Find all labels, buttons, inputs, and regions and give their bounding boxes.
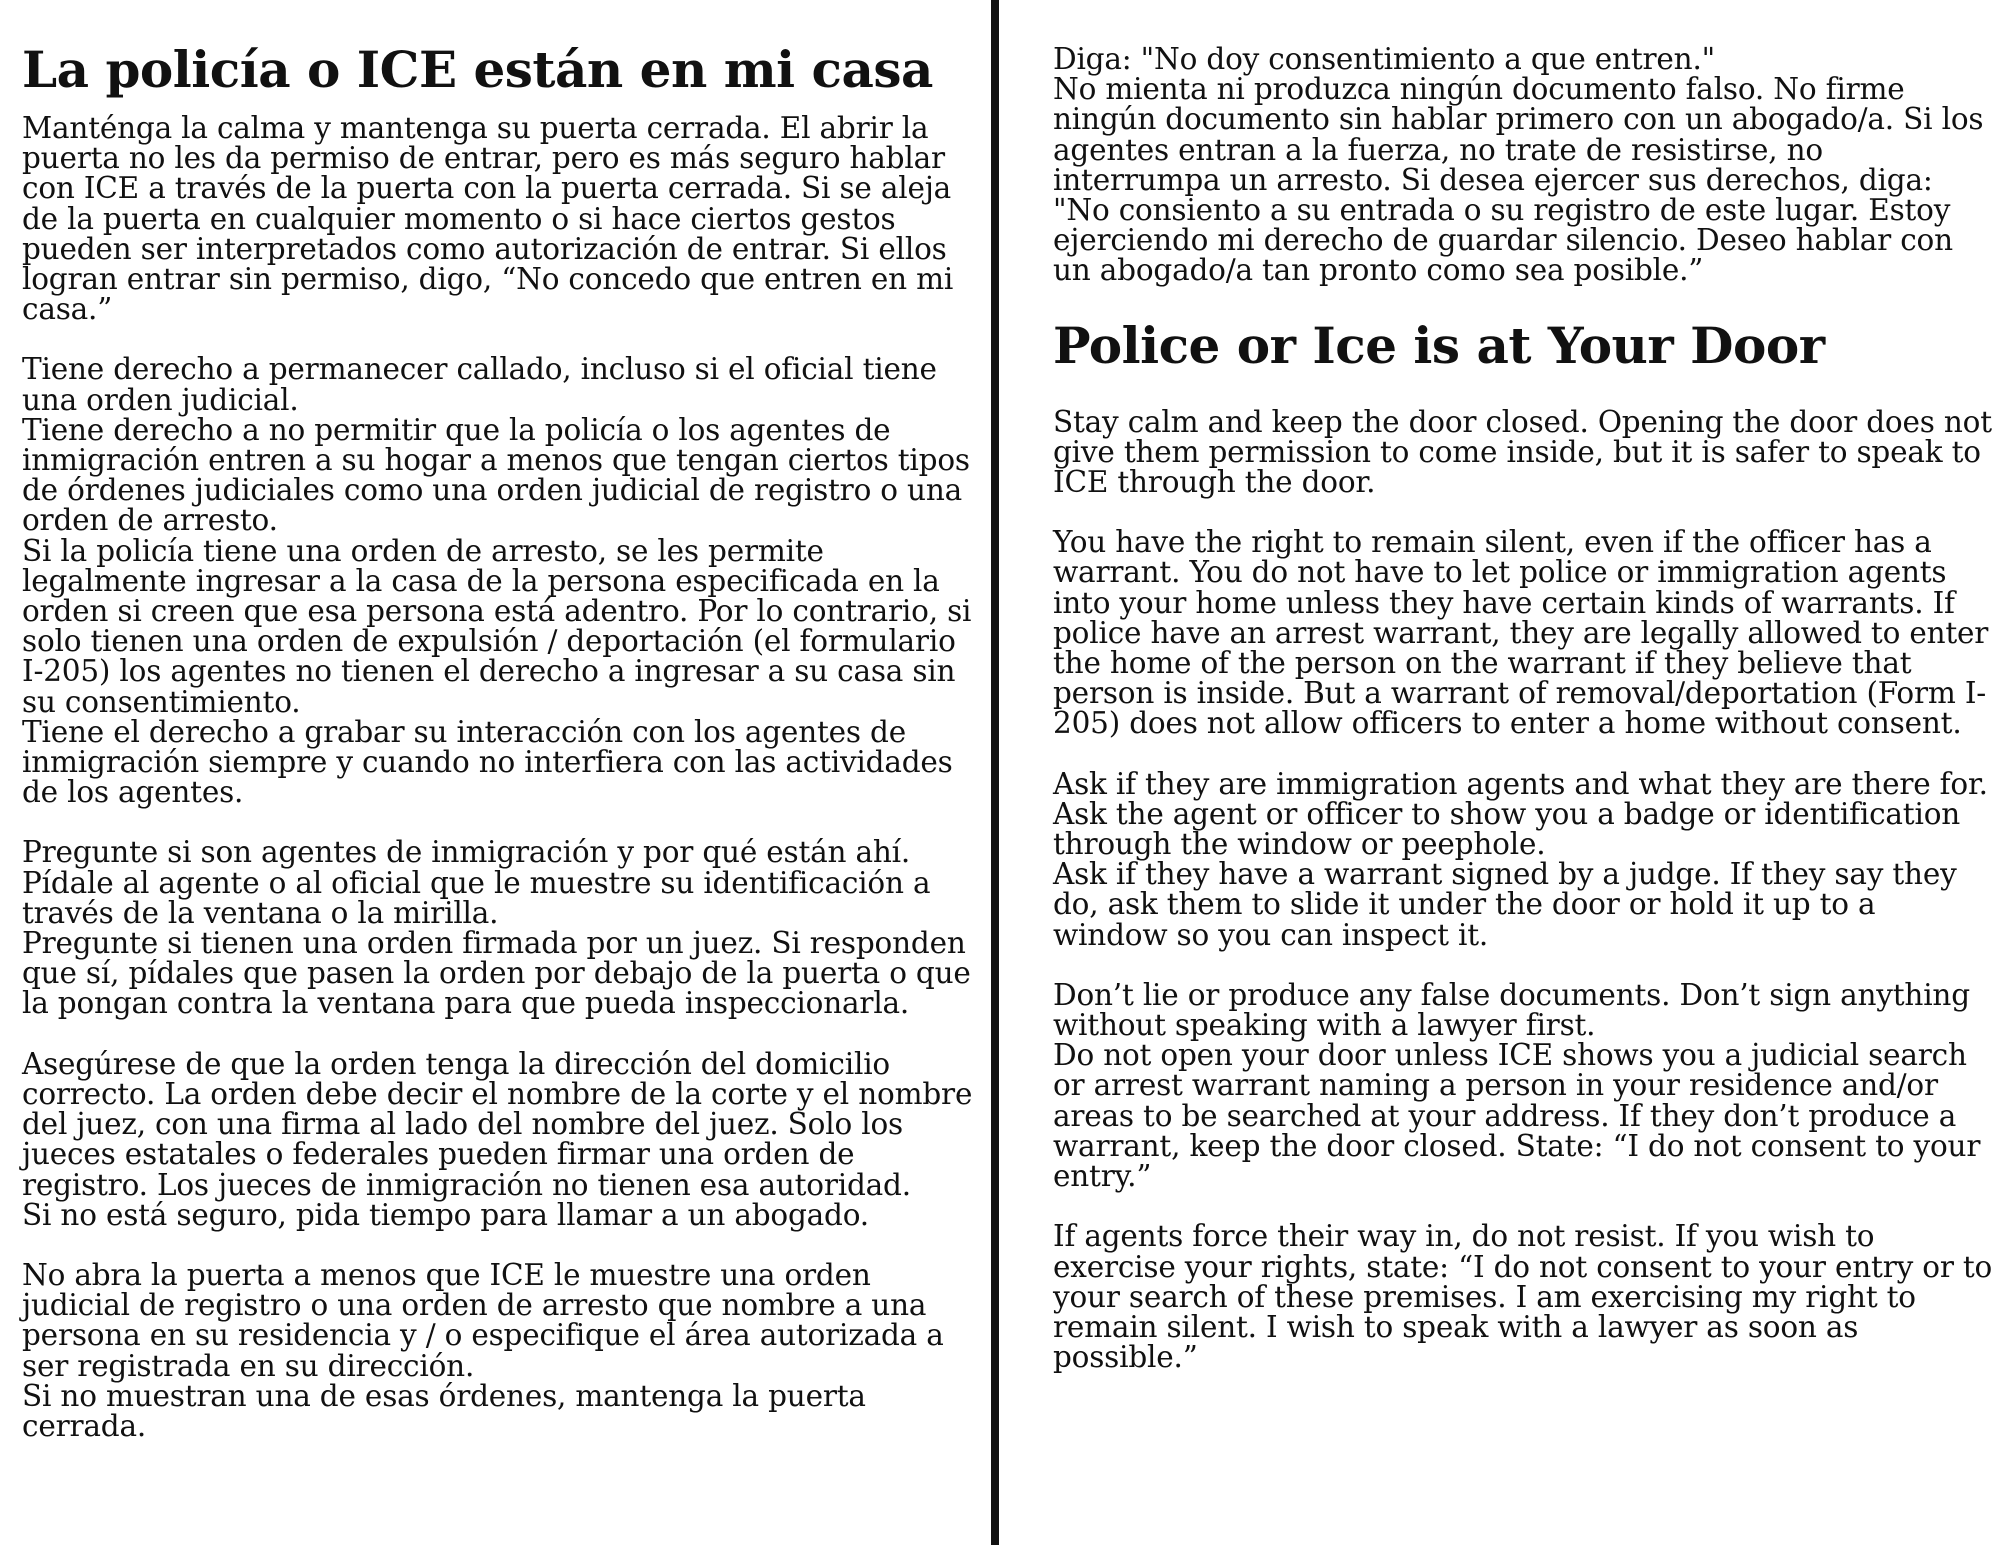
spanish-paragraph-call-lawyer: Si no está seguro, pida tiempo para llamar a un abogado. [22, 1197, 869, 1232]
english-paragraph-dont-open: Do not open your door unless ICE shows you a judicial search or arrest warrant naming a person in your residence and/or areas to be searched at your address. If they don’t produce a warrant, keep the door closed. State: “I do not consent to your entry.” [1053, 1038, 1981, 1194]
english-paragraph-ask-warrant: Ask if they have a warrant signed by a judge. If they say they do, ask them to slide it under the door or hold it up to a window so you can inspect it. [1053, 857, 1957, 952]
paragraph-gap [22, 1230, 977, 1260]
english-paragraph-dont-lie: Don’t lie or produce any false documents. Don’t sign anything without speaking with a lawyer first. [1053, 977, 1970, 1043]
english-title: Police or Ice is at Your Door [1053, 315, 1825, 375]
english-paragraph-ask-agents: Ask if they are immigration agents and what they are there for. Ask the agent or officer to show you a badge or identification through the window or peephole. [1053, 766, 1988, 862]
paragraph-gap [22, 1019, 977, 1049]
spanish-paragraph-ask-agents: Pregunte si son agentes de inmigración y por qué están ahí. Pídale al agente o al oficial que le muestre su identificación a través de la ventana o la mirilla. [22, 835, 931, 930]
spanish-paragraph-ask-warrant: Pregunte si tienen una orden firmada por un juez. Si responden que sí, pídales que pasen la orden por debajo de la puerta o que la pongan contra la ventana para que pueda inspeccionarla. [22, 926, 971, 1021]
english-paragraph-force-entry: If agents force their way in, do not resist. If you wish to exercise your rights, state: “I do not consent to your entry or to your search of these premises. I am exercising my right to remain silent. I wish to speak with a lawyer as soon as possible.” [1053, 1219, 1993, 1375]
paragraph-gap [1053, 950, 1993, 980]
english-paragraph-stay-calm: Stay calm and keep the door closed. Opening the door does not give them permission to come inside, but it is safer to speak to ICE through the door. [1053, 404, 1992, 500]
paragraph-gap [22, 807, 977, 837]
paragraph-gap [1053, 739, 1993, 769]
paragraph-gap [22, 324, 977, 354]
spanish-paragraph-say-no-consent: Diga: "No doy consentimiento a que entren." [1053, 42, 1716, 76]
spanish-paragraph-record: Tiene el derecho a grabar su interacción con los agentes de inmigración siempre y cuando no interfiera con las actividades de los agentes. [22, 714, 953, 810]
spanish-paragraph-dont-open: No abra la puerta a menos que ICE le muestre una orden judicial de registro o una orden de arresto que nombre a una persona en su residencia y / o especifique el área autorizada a ser registrada en su dirección. [22, 1257, 944, 1383]
english-paragraph-right-silent: You have the right to remain silent, even if the officer has a warrant. You do not have to let police or immigration agents into your home unless they have certain kinds of warrants. If police have an arrest warrant, they are legally allowed to enter the home of the person on the warrant if they believe that person is inside. But a warrant of removal/deportation (Form I-205) does not allow officers to enter a home without consent. [1053, 525, 1989, 741]
spanish-paragraph-calm: Manténga la calma y mantenga su puerta cerrada. El abrir la puerta no les da permiso de entrar, pero es más seguro hablar con ICE a través de la puerta con la puerta cerrada. Si se aleja de la puerta en cualquier momento o si hace ciertos gestos pueden ser interpretados como autorización de entrar. Si ellos logran entrar sin permiso, digo, “No concedo que entren en mi casa.” [22, 111, 954, 327]
paragraph-gap [1053, 1191, 1993, 1221]
spanish-paragraph-arrest-warrant: Si la policía tiene una orden de arresto, se les permite legalmente ingresar a la casa de la persona especificada en la orden si creen que esa persona está adentro. Por lo contrario, si solo tienen una orden de expulsión / deportación (el formulario I-205) los agentes no tienen el derecho a ingresar a su casa sin su consentimiento. [22, 533, 972, 719]
spanish-paragraph-check-address: Asegúrese de que la orden tenga la dirección del domicilio correcto. La orden debe decir el nombre de la corte y el nombre del juez, con una firma al lado del nombre del juez. Solo los jueces estatales o federales pueden firmar una orden de registro. Los jueces de inmigración no tienen esa autoridad. [22, 1046, 973, 1202]
paragraph-gap [1053, 497, 1993, 527]
spanish-paragraph-dont-lie: No mienta ni produzca ningún documento falso. No firme ningún documento sin hablar primero con un abogado/a. Si los agentes entran a la fuerza, no trate de resistirse, no interrumpa un arresto. Si desea ejercer sus derechos, diga: "No consiento a su entrada o su registro de este lugar. Estoy ejerciendo mi derecho de guardar silencio. Deseo hablar con un abogado/a tan pronto como sea posible.” [1053, 72, 1984, 288]
spanish-column [22, 0, 977, 1441]
center-divider [991, 0, 999, 1545]
spanish-paragraph-silent: Tiene derecho a permanecer callado, incluso si el oficial tiene una orden judicial. [22, 352, 937, 417]
english-column [1053, 0, 1993, 1375]
spanish-paragraph-no-entry: Tiene derecho a no permitir que la policía o los agentes de inmigración entren a su hogar a menos que tengan ciertos tipos de órdenes judiciales como una orden judicial de registro o una orden de arresto. [22, 412, 970, 538]
spanish-title: La policía o ICE están en mi casa [22, 40, 933, 99]
spanish-paragraph-keep-closed: Si no muestran una de esas órdenes, mantenga la puerta cerrada. [22, 1378, 866, 1443]
